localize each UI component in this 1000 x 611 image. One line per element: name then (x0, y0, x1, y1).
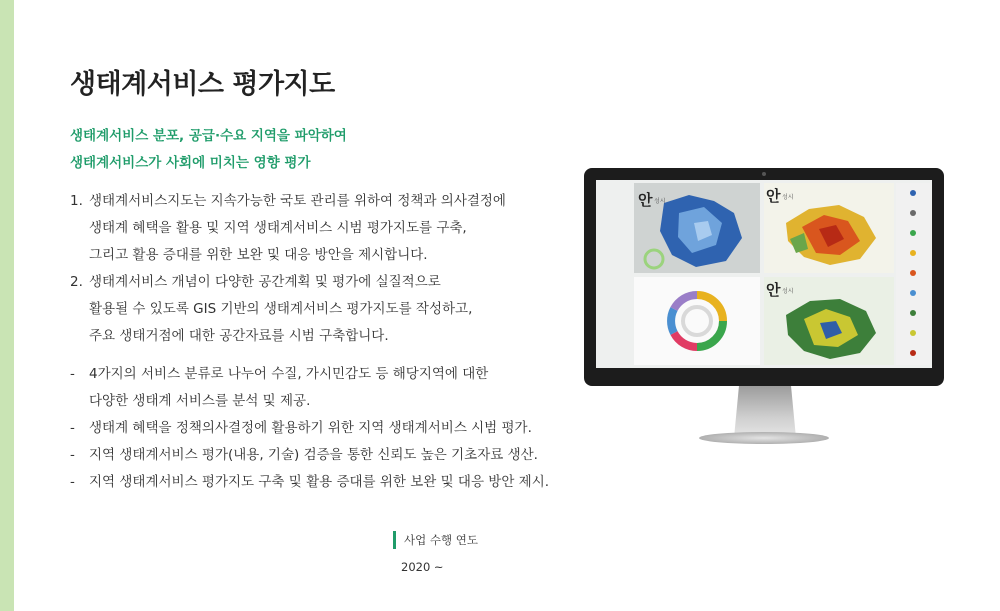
monitor-illustration (584, 168, 944, 446)
dash-marker: - (70, 474, 75, 490)
item-number: 1. (70, 193, 83, 209)
radial-diagram-image (634, 277, 760, 365)
panel-title-sub: 성시 (654, 198, 666, 205)
panel-title-char: 안 (766, 187, 781, 205)
numbered-item (70, 188, 540, 269)
map-panel-blue (634, 183, 760, 273)
item-number: 2. (70, 274, 83, 290)
project-year-label: 사업 수행 연도 (404, 533, 478, 547)
item-line: 활용될 수 있도록 GIS 기반의 생태계서비스 평가지도를 작성하고, (89, 301, 473, 317)
subtitle-line-2: 생태계서비스가 사회에 미치는 영향 평가 (70, 155, 311, 171)
dash-marker: - (70, 447, 75, 463)
item-line: 생태계 혜택을 활용 및 지역 생태계서비스 시범 평가지도를 구축, (89, 220, 467, 236)
legend-swatches (896, 183, 930, 365)
radial-diagram-panel (634, 277, 760, 365)
project-year-value: 2020 ~ (401, 560, 444, 574)
monitor-frame (584, 168, 944, 386)
monitor-screen (596, 180, 932, 368)
map-panel-heat (764, 183, 894, 273)
monitor-stand-neck (734, 386, 796, 438)
year-accent-marker (393, 531, 396, 549)
subtitle-line-1: 생태계서비스 분포, 공급·수요 지역을 파악하여 (70, 128, 347, 144)
dash-item (70, 361, 550, 415)
monitor-stand-base (699, 432, 829, 444)
page-title: 생태계서비스 평가지도 (70, 69, 335, 100)
dash-list (70, 361, 550, 496)
item-line: 생태계 혜택을 정책의사결정에 활용하기 위한 지역 생태계서비스 시범 평가. (89, 420, 532, 436)
camera-dot (762, 172, 766, 176)
panel-title-char: 안 (766, 281, 781, 299)
dash-item (70, 442, 550, 469)
item-line: 지역 생태계서비스 평가(내용, 기술) 검증을 통한 신뢰도 높은 기초자료 생산. (89, 447, 538, 463)
legend-column (896, 183, 930, 365)
item-line: 그리고 활용 증대를 위한 보완 및 대응 방안을 제시합니다. (89, 247, 428, 263)
item-line: 생태계서비스지도는 지속가능한 국토 관리를 위하여 정책과 의사결정에 (89, 193, 506, 209)
left-accent-bar (0, 0, 14, 611)
item-line: 지역 생태계서비스 평가지도 구축 및 활용 증대를 위한 보완 및 대응 방안 제시. (89, 474, 550, 490)
panel-title-sub: 성시 (782, 194, 794, 201)
dash-item (70, 415, 550, 442)
dash-marker: - (70, 366, 75, 382)
item-line: 4가지의 서비스 분류로 나누어 수질, 가시민감도 등 해당지역에 대한 (89, 366, 489, 382)
panel-title-sub: 성시 (782, 288, 794, 295)
item-line: 주요 생태거점에 대한 공간자료를 시범 구축합니다. (89, 328, 389, 344)
numbered-list (70, 188, 540, 350)
panel-title-char: 안 (638, 191, 653, 209)
numbered-item (70, 269, 540, 350)
dash-marker: - (70, 420, 75, 436)
item-line: 다양한 생태계 서비스를 분석 및 제공. (89, 393, 311, 409)
item-line: 생태계서비스 개념이 다양한 공간계획 및 평가에 실질적으로 (89, 274, 441, 290)
map-panel-green (764, 277, 894, 365)
dash-item (70, 469, 550, 496)
